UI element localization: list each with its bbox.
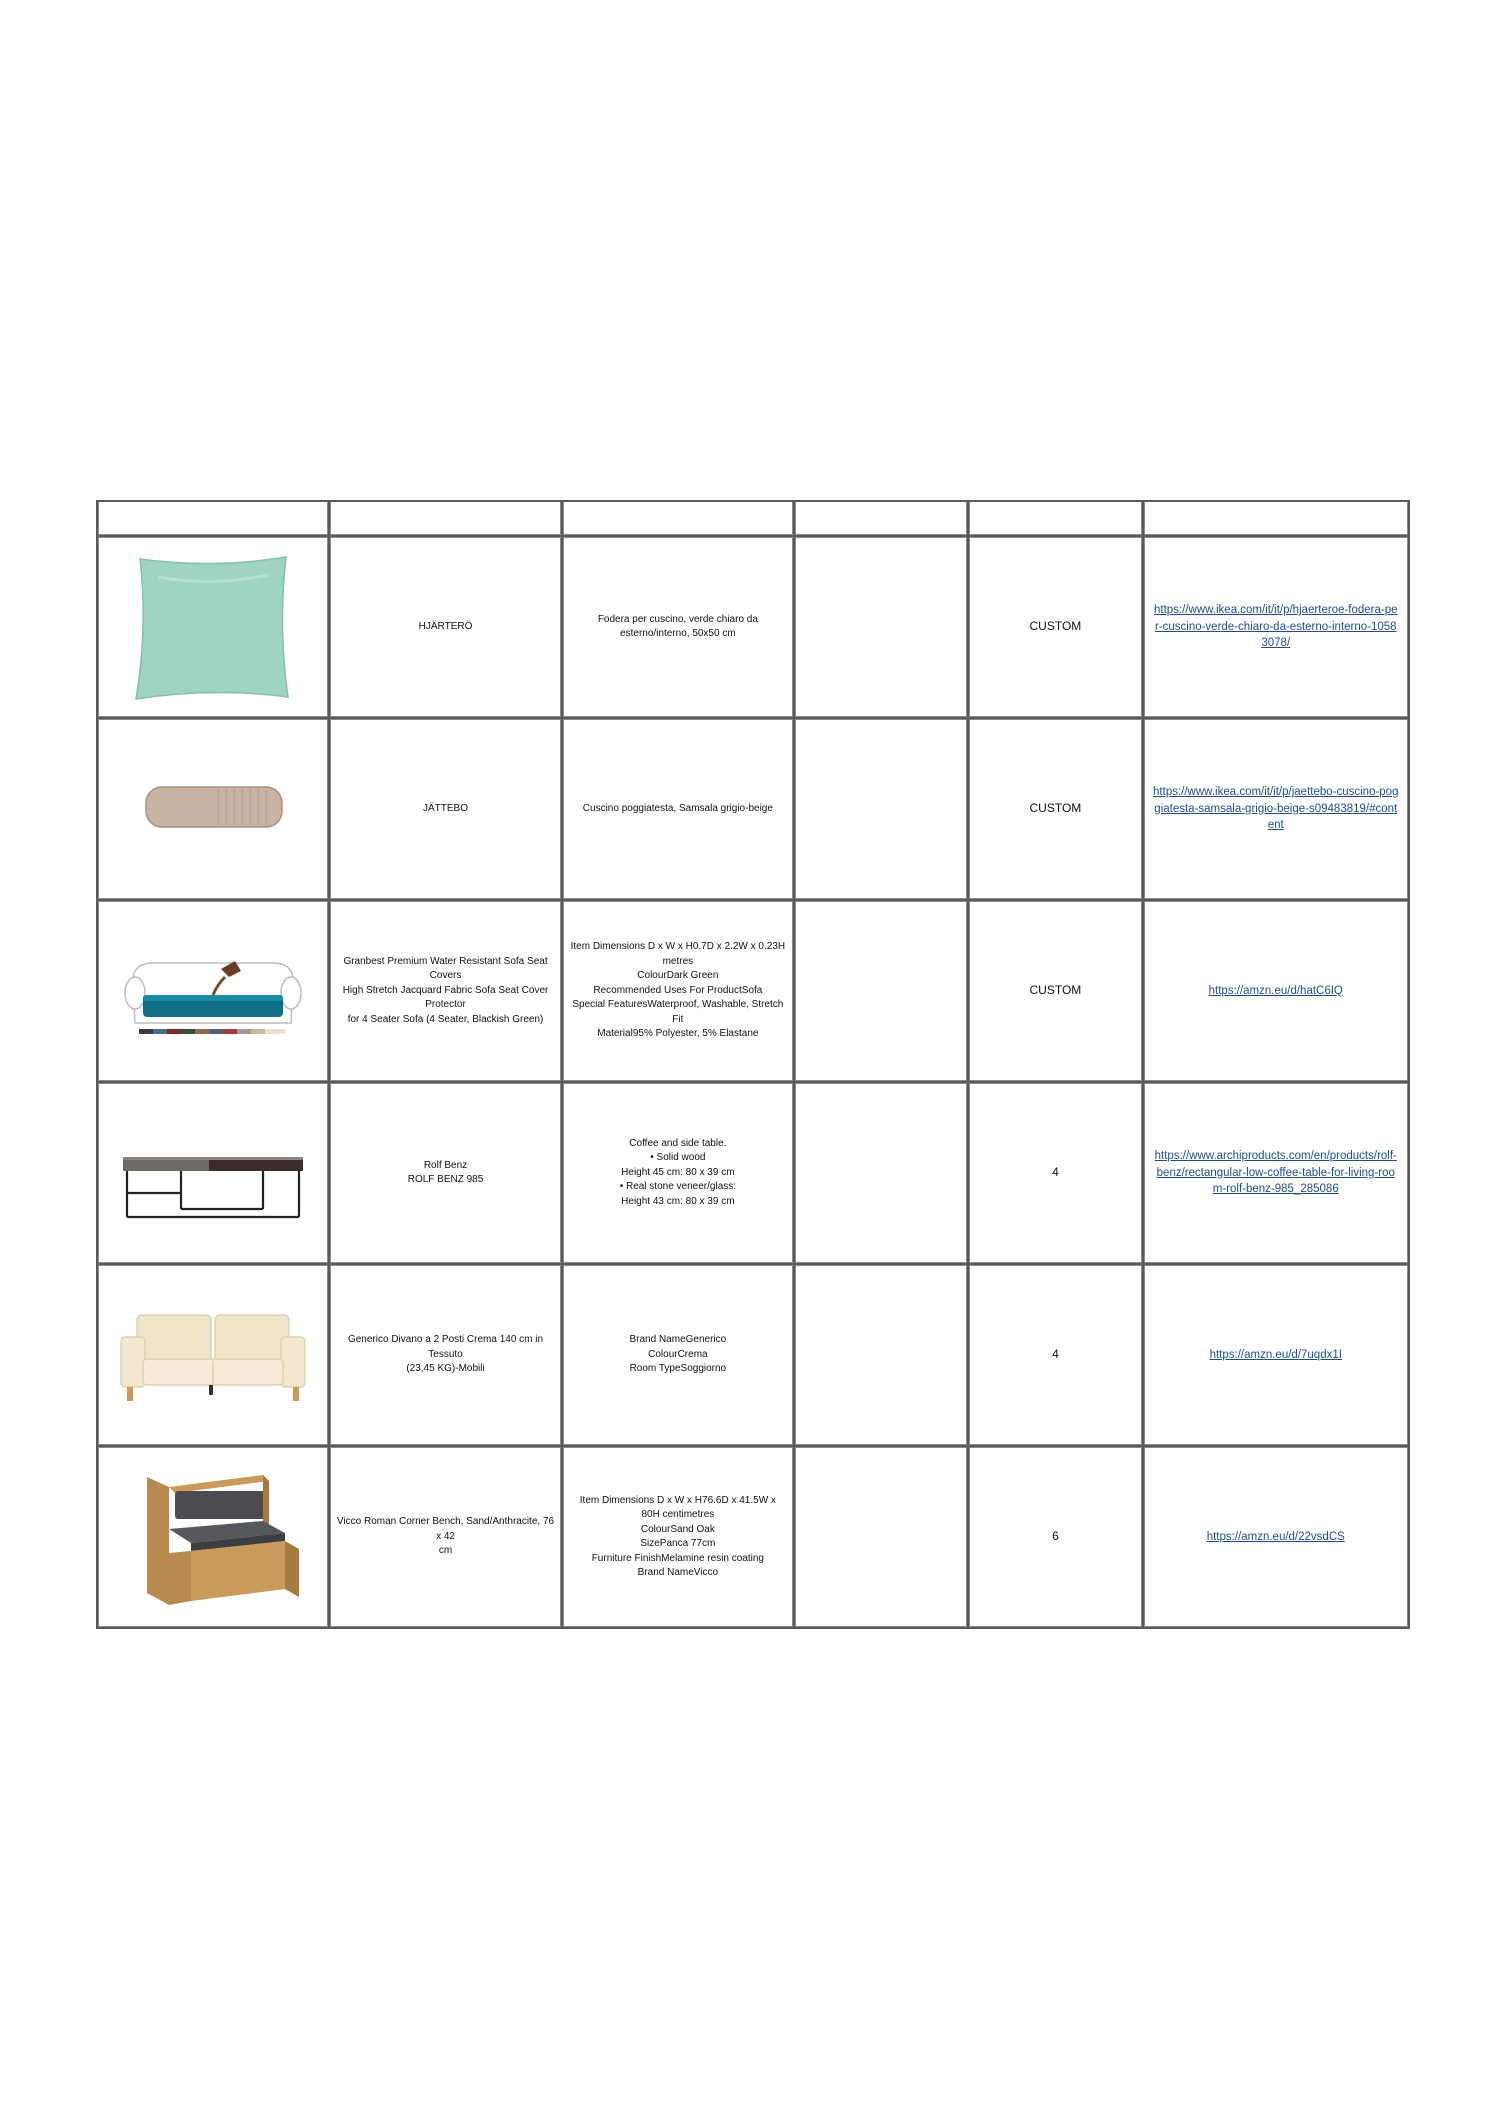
product-price-cell — [795, 537, 967, 717]
product-quantity-cell — [969, 537, 1141, 717]
product-description: Brand NameGenerico ColourCrema Room TypeSoggiorno — [629, 1334, 727, 1375]
product-description: Coffee and side table. • Solid wood Height 45 cm: 80 x 39 cm • Real stone veneer/glass: Height 43 cm: 80 x 39 cm — [619, 1137, 737, 1207]
product-description-cell — [563, 1447, 793, 1627]
product-link-cell — [1144, 901, 1408, 1081]
product-title-cell — [330, 1083, 560, 1263]
product-table-sheet — [96, 500, 1410, 1629]
green-cushion-icon — [118, 547, 308, 707]
product-link-cell — [1144, 719, 1408, 899]
product-link[interactable]: https://www.archiproducts.com/en/products/rolf-benz/rectangular-low-coffee-table-for-living-room-rolf-benz-985_285086 — [1154, 1149, 1397, 1196]
product-image-cell — [98, 719, 328, 899]
product-description-cell — [563, 901, 793, 1081]
product-title-cell — [330, 719, 560, 899]
product-title-cell — [330, 901, 560, 1081]
product-title: Granbest Premium Water Resistant Sofa Seat Covers High Stretch Jacquard Fabric Sofa Seat Cover Protector for 4 Seater Sofa (4 Seater, Blackish Green) — [342, 955, 549, 1025]
product-title-cell — [330, 1265, 560, 1445]
product-price-cell — [795, 1265, 967, 1445]
product-link[interactable]: https://amzn.eu/d/hatC6IQ — [1208, 984, 1343, 997]
table-row — [98, 1265, 1408, 1445]
product-link-cell — [1144, 1265, 1408, 1445]
product-description: Item Dimensions D x W x H76.6D x 41.5W x 80H centimetres ColourSand Oak SizePanca 77cm Furniture FinishMelamine resin coating Brand NameVicco — [579, 1494, 776, 1578]
product-quantity-cell — [969, 1265, 1141, 1445]
product-price-cell — [795, 901, 967, 1081]
product-table — [96, 500, 1410, 1629]
product-title: HJÄRTERÖ — [418, 620, 473, 632]
product-image-cell — [98, 1265, 328, 1445]
product-link[interactable]: https://amzn.eu/d/22vsdCS — [1206, 1530, 1345, 1543]
product-image-cell — [98, 1447, 328, 1627]
table-row — [98, 537, 1408, 717]
product-title-cell — [330, 1447, 560, 1627]
product-title: Generico Divano a 2 Posti Crema 140 cm in Tessuto (23,45 KG)-Mobili — [347, 1334, 544, 1375]
product-quantity-cell — [969, 1447, 1141, 1627]
sofa-seat-cover-icon — [113, 911, 313, 1071]
product-quantity: CUSTOM — [1029, 983, 1082, 998]
product-link-cell — [1144, 1447, 1408, 1627]
product-quantity: CUSTOM — [1029, 619, 1082, 634]
product-price-cell — [795, 1083, 967, 1263]
product-image-cell — [98, 1083, 328, 1263]
product-quantity-cell — [969, 719, 1141, 899]
product-title: JÄTTEBO — [423, 802, 469, 814]
product-link-cell — [1144, 1083, 1408, 1263]
cream-sofa-icon — [113, 1275, 313, 1435]
product-description-cell — [563, 1083, 793, 1263]
product-description-cell — [563, 537, 793, 717]
table-header-row-continued — [98, 502, 1408, 535]
product-quantity-cell — [969, 901, 1141, 1081]
product-quantity: CUSTOM — [1029, 801, 1082, 816]
bolster-cushion-icon — [118, 729, 308, 889]
coffee-table-icon — [113, 1093, 313, 1253]
product-description: Cuscino poggiatesta, Samsala grigio-beige — [582, 802, 773, 814]
product-price-cell — [795, 1447, 967, 1627]
product-quantity: 4 — [1052, 1347, 1059, 1362]
product-image-cell — [98, 537, 328, 717]
product-link-cell — [1144, 537, 1408, 717]
product-price-cell — [795, 719, 967, 899]
product-description-cell — [563, 719, 793, 899]
product-title-cell — [330, 537, 560, 717]
product-quantity: 4 — [1052, 1165, 1059, 1180]
product-title: Rolf Benz ROLF BENZ 985 — [407, 1159, 484, 1185]
product-link[interactable]: https://amzn.eu/d/7uqdx1I — [1209, 1348, 1342, 1361]
product-description-cell — [563, 1265, 793, 1445]
product-description: Item Dimensions D x W x H0.7D x 2.2W x 0.23H metres ColourDark Green Recommended Uses For ProductSofa Special FeaturesWaterproof, Washable, Stretch Fit Material95% Polyester, 5% Elastane — [570, 941, 786, 1040]
table-row — [98, 901, 1408, 1081]
table-row — [98, 719, 1408, 899]
table-row — [98, 1083, 1408, 1263]
table-row — [98, 1447, 1408, 1627]
product-description: Fodera per cuscino, verde chiaro da esterno/interno, 50x50 cm — [597, 613, 758, 639]
product-quantity-cell — [969, 1083, 1141, 1263]
product-link[interactable]: https://www.ikea.com/it/it/p/hjaerteroe-fodera-per-cuscino-verde-chiaro-da-esterno-interno-10583078/ — [1154, 603, 1398, 650]
product-title: Vicco Roman Corner Bench, Sand/Anthracite, 76 x 42 cm — [336, 1516, 555, 1557]
corner-bench-icon — [113, 1457, 313, 1617]
product-image-cell — [98, 901, 328, 1081]
product-quantity: 6 — [1052, 1529, 1059, 1544]
product-link[interactable]: https://www.ikea.com/it/it/p/jaettebo-cuscino-poggiatesta-samsala-grigio-beige-s09483819/#content — [1153, 785, 1399, 832]
